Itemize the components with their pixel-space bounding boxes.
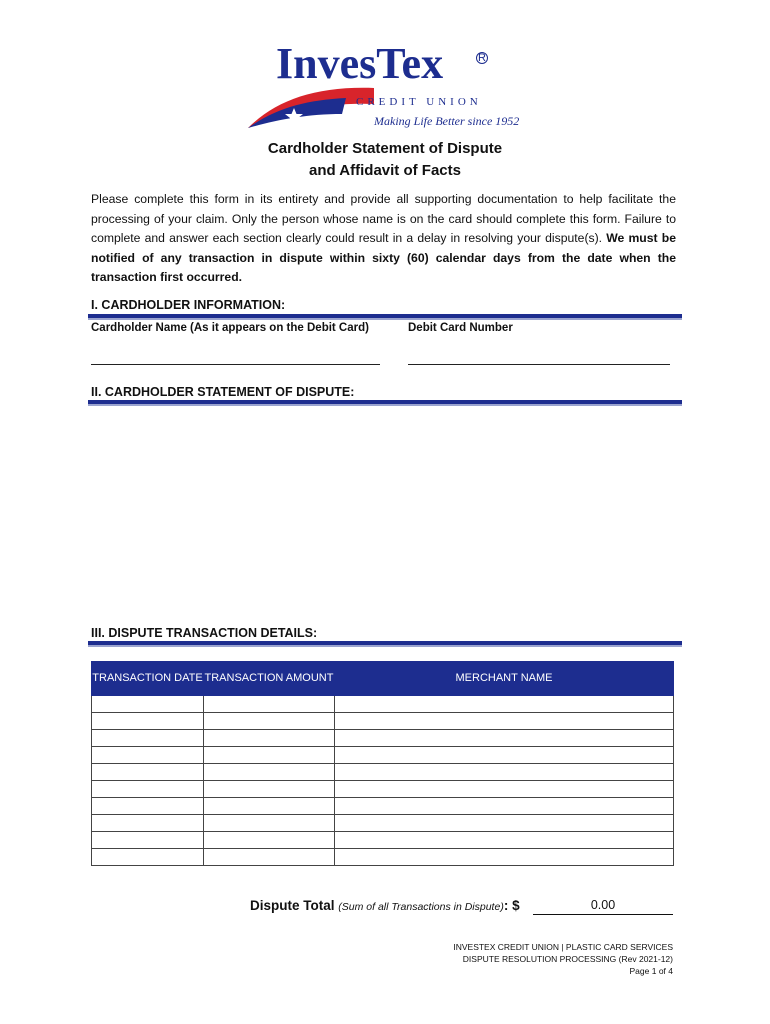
- table-row: [92, 781, 674, 798]
- dispute-total-title: Dispute Total: [250, 898, 335, 913]
- merchant-name-cell[interactable]: [335, 849, 674, 866]
- cardholder-name-field[interactable]: [91, 364, 380, 365]
- footer-department: DISPUTE RESOLUTION PROCESSING (Rev 2021-12): [462, 954, 673, 964]
- merchant-name-cell[interactable]: [335, 815, 674, 832]
- table-row: [92, 747, 674, 764]
- section-divider: [88, 641, 682, 647]
- transaction-date-cell[interactable]: [92, 730, 204, 747]
- transaction-date-cell[interactable]: [92, 798, 204, 815]
- intro-bold-notice: We must be notified of any transaction in dispute within sixty (60) calendar days from the date when the transaction first occurred.: [91, 231, 676, 284]
- transaction-date-cell[interactable]: [92, 747, 204, 764]
- transaction-date-cell[interactable]: [92, 849, 204, 866]
- dispute-statement-area[interactable]: [91, 410, 673, 615]
- merchant-name-cell[interactable]: [335, 730, 674, 747]
- transaction-date-cell[interactable]: [92, 781, 204, 798]
- table-row: [92, 713, 674, 730]
- logo-subtitle: CREDIT UNION: [356, 96, 482, 108]
- merchant-name-cell[interactable]: [335, 781, 674, 798]
- transaction-amount-cell[interactable]: [204, 781, 335, 798]
- transaction-table: [91, 661, 674, 866]
- dispute-total-currency: : $: [503, 898, 520, 913]
- section-divider: [88, 314, 682, 320]
- transaction-amount-cell[interactable]: [204, 764, 335, 781]
- merchant-name-cell[interactable]: [335, 764, 674, 781]
- transaction-amount-cell[interactable]: [204, 832, 335, 849]
- table-row: [92, 832, 674, 849]
- merchant-name-cell[interactable]: [335, 832, 674, 849]
- page-title-line2: and Affidavit of Facts: [309, 162, 461, 179]
- transaction-amount-cell[interactable]: [204, 713, 335, 730]
- transaction-amount-cell[interactable]: [204, 747, 335, 764]
- cardholder-name-label: Cardholder Name (As it appears on the Debit Card): [91, 322, 369, 334]
- page-title: [0, 138, 770, 182]
- dispute-total-label: [250, 898, 520, 913]
- transaction-date-cell[interactable]: [92, 713, 204, 730]
- section-divider: [88, 400, 682, 406]
- dispute-total-hint: (Sum of all Transactions in Dispute): [338, 901, 504, 913]
- logo-tagline: Making Life Better since 1952: [374, 114, 520, 128]
- transaction-amount-cell[interactable]: [204, 815, 335, 832]
- intro-paragraph: [91, 190, 676, 288]
- transaction-amount-cell[interactable]: [204, 849, 335, 866]
- transaction-date-cell[interactable]: [92, 815, 204, 832]
- merchant-name-cell[interactable]: [335, 798, 674, 815]
- section-cardholder-information-heading: I. CARDHOLDER INFORMATION:: [91, 298, 286, 312]
- section-transaction-details-heading: III. DISPUTE TRANSACTION DETAILS:: [91, 626, 318, 640]
- table-header-row: [92, 662, 674, 696]
- footer-page-number: Page 1 of 4: [629, 966, 673, 976]
- intro-text: Please complete this form in its entirety and provide all supporting documentation to help facilitate the processing of your claim. Only the person whose name is on the card should complete this form. Failure to complete and answer each section clearly could result in a delay in resolving your dispute(s).: [91, 192, 676, 245]
- table-row: [92, 849, 674, 866]
- column-header-merchant-name: MERCHANT NAME: [335, 662, 674, 696]
- logo-wordmark: InvesTex: [276, 39, 444, 88]
- transaction-date-cell[interactable]: [92, 832, 204, 849]
- section-statement-of-dispute-heading: II. CARDHOLDER STATEMENT OF DISPUTE:: [91, 385, 355, 399]
- merchant-name-cell[interactable]: [335, 696, 674, 713]
- merchant-name-cell[interactable]: [335, 713, 674, 730]
- column-header-transaction-amount: TRANSACTION AMOUNT: [204, 662, 335, 696]
- transaction-date-cell[interactable]: [92, 764, 204, 781]
- debit-card-number-label: Debit Card Number: [408, 322, 513, 334]
- table-row: [92, 815, 674, 832]
- transaction-date-cell[interactable]: [92, 696, 204, 713]
- merchant-name-cell[interactable]: [335, 747, 674, 764]
- footer-org: INVESTEX CREDIT UNION | PLASTIC CARD SERVICES: [453, 942, 673, 952]
- registered-mark: R: [476, 52, 488, 64]
- table-row: [92, 764, 674, 781]
- debit-card-number-field[interactable]: [408, 364, 670, 365]
- dispute-total-field[interactable]: 0.00: [533, 897, 673, 915]
- table-row: [92, 798, 674, 815]
- transaction-amount-cell[interactable]: [204, 798, 335, 815]
- investex-logo: [246, 39, 536, 134]
- page-title-line1: Cardholder Statement of Dispute: [267, 140, 503, 157]
- transaction-amount-cell[interactable]: [204, 696, 335, 713]
- table-row: [92, 696, 674, 713]
- column-header-transaction-date: TRANSACTION DATE: [92, 662, 204, 696]
- transaction-amount-cell[interactable]: [204, 730, 335, 747]
- table-row: [92, 730, 674, 747]
